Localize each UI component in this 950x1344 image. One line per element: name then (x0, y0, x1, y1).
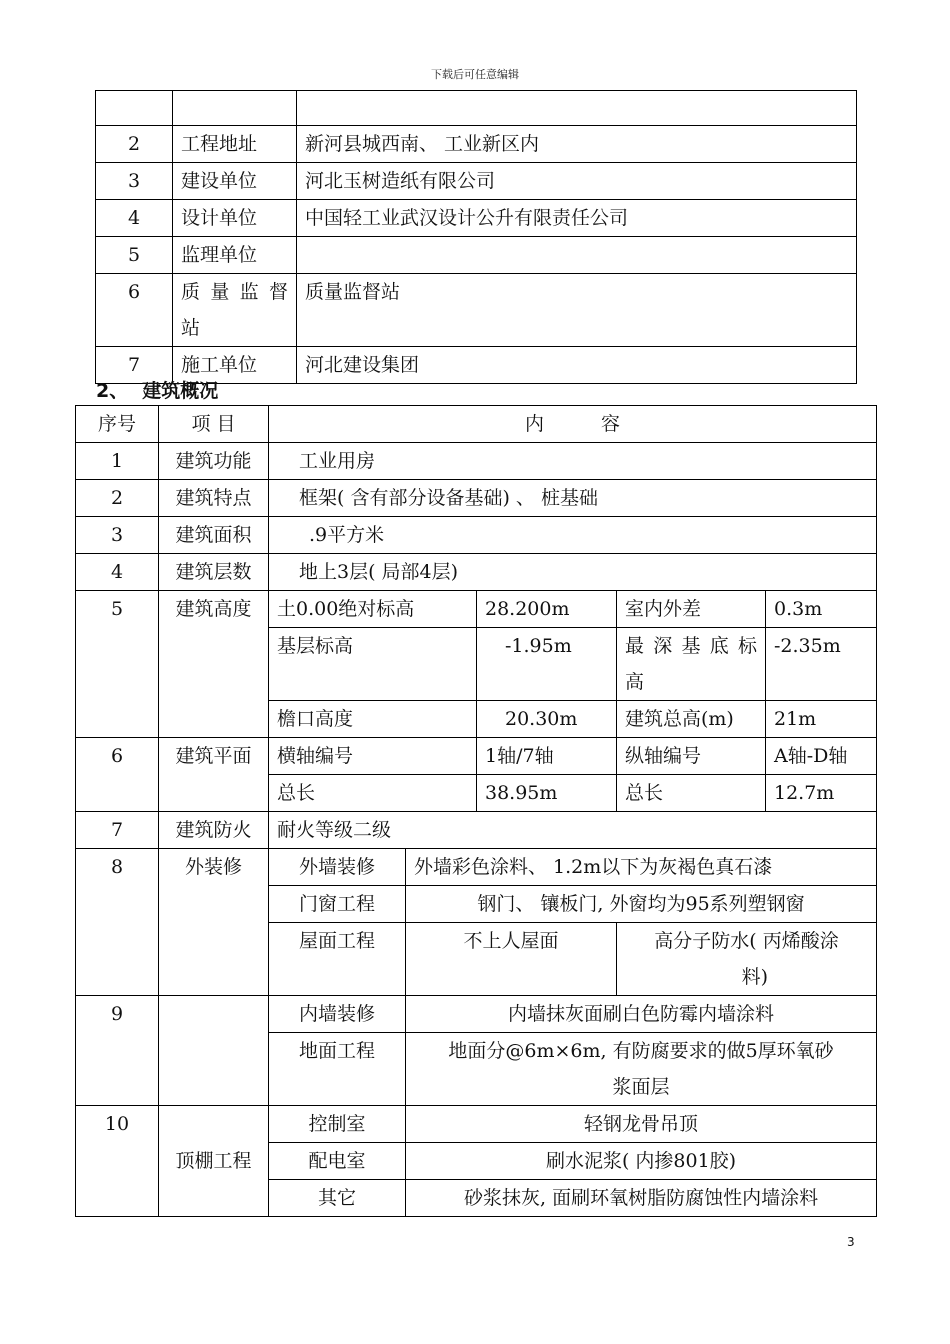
cell-value: 38.95m (477, 775, 617, 812)
table-row (96, 200, 857, 237)
header-content: 内 容 (269, 406, 877, 443)
cell-content (297, 91, 857, 126)
cell-value: 21m (766, 701, 877, 738)
section-number: 2、 (96, 380, 129, 402)
cell-no: 10 (76, 1106, 159, 1217)
table-header-row (76, 406, 877, 443)
table-row (76, 591, 877, 628)
table-row (96, 126, 857, 163)
cell-label-line1: 最 深 基 底 标 (625, 635, 757, 657)
cell-item: 施工单位 (173, 347, 297, 384)
cell-item (173, 91, 297, 126)
cell-no: 8 (76, 849, 159, 996)
cell-label: 建筑总高(m) (617, 701, 766, 738)
cell-item: 建筑面积 (159, 517, 269, 554)
cell-item: 建筑防火 (159, 812, 269, 849)
cell-label: 基层标高 (269, 628, 477, 701)
cell-value-line2: 浆面层 (612, 1076, 670, 1098)
cell-value: 0.3m (766, 591, 877, 628)
cell-no: 1 (76, 443, 159, 480)
cell-item-line2: 站 (181, 317, 201, 339)
cell-no: 9 (76, 996, 159, 1106)
table-row (76, 480, 877, 517)
section-heading (96, 376, 218, 403)
cell-value: 20.30m (477, 701, 617, 738)
table-row (76, 443, 877, 480)
cell-item: 建设单位 (173, 163, 297, 200)
cell-no: 5 (96, 237, 173, 274)
cell-content: 河北建设集团 (297, 347, 857, 384)
cell-label: 总长 (617, 775, 766, 812)
header-no: 序号 (76, 406, 159, 443)
cell-value: 轻钢龙骨吊顶 (406, 1106, 877, 1143)
cell-item: 建筑特点 (159, 480, 269, 517)
cell-item: 监理单位 (173, 237, 297, 274)
cell-content: 耐火等级二级 (269, 812, 877, 849)
cell-label: 外墙装修 (269, 849, 406, 886)
cell-content: 质量监督站 (297, 274, 857, 347)
section-title: 建筑概况 (142, 380, 219, 402)
cell-item: 外装修 (159, 849, 269, 996)
cell-value: 1轴/7轴 (477, 738, 617, 775)
cell-no: 3 (96, 163, 173, 200)
cell-label: 其它 (269, 1180, 406, 1217)
cell-item: 建筑平面 (159, 738, 269, 812)
cell-value: 12.7m (766, 775, 877, 812)
table-row (96, 274, 857, 347)
table-row (76, 517, 877, 554)
cell-no: 6 (96, 274, 173, 347)
cell-no (96, 91, 173, 126)
cell-no: 4 (96, 200, 173, 237)
cell-no: 3 (76, 517, 159, 554)
cell-no: 2 (76, 480, 159, 517)
cell-content: .9平方米 (269, 517, 877, 554)
cell-value: 内墙抹灰面刷白色防霉内墙涂料 (406, 996, 877, 1033)
table-row (96, 91, 857, 126)
cell-value (406, 1033, 877, 1106)
page-number: 3 (847, 1235, 855, 1249)
table-row (76, 996, 877, 1033)
table-row (76, 1106, 877, 1143)
cell-item: 顶棚工程 (159, 1106, 269, 1217)
cell-content: 河北玉树造纸有限公司 (297, 163, 857, 200)
cell-value: 砂浆抹灰, 面刷环氧树脂防腐蚀性内墙涂料 (406, 1180, 877, 1217)
cell-value: 不上人屋面 (406, 923, 617, 996)
cell-label-line2: 高 (625, 671, 645, 693)
cell-no: 4 (76, 554, 159, 591)
cell-value: 钢门、 镶板门, 外窗均为95系列塑钢窗 (406, 886, 877, 923)
cell-item: 工程地址 (173, 126, 297, 163)
cell-no: 7 (96, 347, 173, 384)
header-note: 下载后可任意编辑 (431, 68, 519, 81)
cell-no: 2 (96, 126, 173, 163)
cell-value: -1.95m (477, 628, 617, 701)
cell-value-line1: 高分子防水( 丙烯酸涂 (654, 930, 839, 952)
cell-value-line2: 料) (741, 966, 769, 988)
cell-value (617, 923, 877, 996)
table-row (76, 738, 877, 775)
cell-value: 28.200m (477, 591, 617, 628)
cell-value: A轴-D轴 (766, 738, 877, 775)
project-info-table (95, 90, 857, 384)
table-row (76, 554, 877, 591)
cell-content: 地上3层( 局部4层) (269, 554, 877, 591)
cell-item: 设计单位 (173, 200, 297, 237)
cell-item (159, 996, 269, 1106)
cell-item: 建筑高度 (159, 591, 269, 738)
cell-value-line1: 地面分@6m×6m, 有防腐要求的做5厚环氧砂 (448, 1040, 834, 1062)
cell-label: 纵轴编号 (617, 738, 766, 775)
cell-value: -2.35m (766, 628, 877, 701)
table-row (96, 237, 857, 274)
table-row (76, 849, 877, 886)
header-item: 项 目 (159, 406, 269, 443)
cell-label: 地面工程 (269, 1033, 406, 1106)
cell-label: 室内外差 (617, 591, 766, 628)
cell-no: 7 (76, 812, 159, 849)
cell-item-line1: 质 量 监 督 (181, 281, 288, 303)
cell-no: 5 (76, 591, 159, 738)
cell-item: 建筑层数 (159, 554, 269, 591)
cell-content: 工业用房 (269, 443, 877, 480)
cell-item (173, 274, 297, 347)
cell-no: 6 (76, 738, 159, 812)
cell-label (617, 628, 766, 701)
cell-label: 总长 (269, 775, 477, 812)
cell-content: 新河县城西南、 工业新区内 (297, 126, 857, 163)
table-row (76, 812, 877, 849)
cell-content (297, 237, 857, 274)
cell-label: 土0.00绝对标高 (269, 591, 477, 628)
cell-label: 檐口高度 (269, 701, 477, 738)
cell-content: 中国轻工业武汉设计公升有限责任公司 (297, 200, 857, 237)
cell-label: 屋面工程 (269, 923, 406, 996)
table-row (96, 163, 857, 200)
cell-value: 刷水泥浆( 内掺801胶) (406, 1143, 877, 1180)
cell-item: 建筑功能 (159, 443, 269, 480)
cell-content: 框架( 含有部分设备基础) 、 桩基础 (269, 480, 877, 517)
cell-label: 横轴编号 (269, 738, 477, 775)
cell-label: 门窗工程 (269, 886, 406, 923)
cell-label: 配电室 (269, 1143, 406, 1180)
building-overview-table (75, 405, 877, 1217)
cell-label: 内墙装修 (269, 996, 406, 1033)
cell-label: 控制室 (269, 1106, 406, 1143)
cell-value: 外墙彩色涂料、 1.2m以下为灰褐色真石漆 (406, 849, 877, 886)
